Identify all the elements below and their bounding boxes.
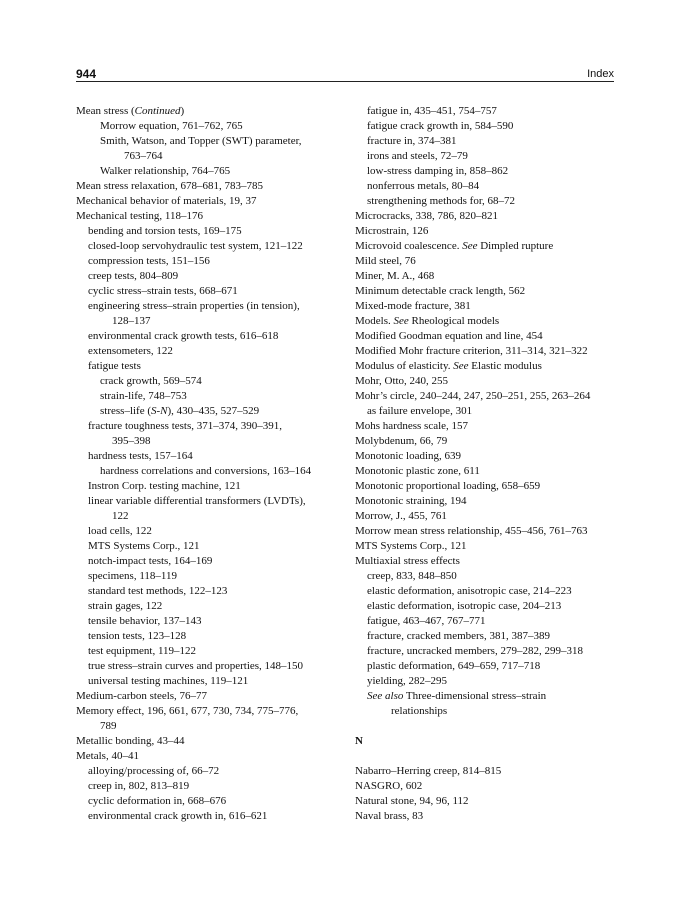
index-entry <box>76 584 342 599</box>
entry-text: 395–398 <box>112 435 151 447</box>
index-entry <box>76 749 342 764</box>
entry-text: Memory effect, 196, 661, 677, 730, 734, 775–776, <box>76 705 299 717</box>
entry-text: Nabarro–Herring creep, 814–815 <box>355 765 502 777</box>
entry-text: Miner, M. A., 468 <box>355 270 435 282</box>
entry-text: Medium-carbon steels, 76–77 <box>76 690 208 702</box>
entry-text: specimens, 118–119 <box>88 570 178 582</box>
entry-text: Mechanical behavior of materials, 19, 37 <box>76 195 257 207</box>
entry-text: true stress–strain curves and properties, 148–150 <box>88 660 304 672</box>
entry-text: fracture, uncracked members, 279–282, 299–318 <box>367 645 583 657</box>
entry-text: elastic deformation, isotropic case, 204–213 <box>367 600 562 612</box>
index-entry <box>355 149 621 164</box>
entry-text: fracture, cracked members, 381, 387–389 <box>367 630 550 642</box>
entry-text: extensometers, 122 <box>88 345 173 357</box>
entry-text: elastic deformation, anisotropic case, 214–223 <box>367 585 572 597</box>
index-entry <box>355 794 621 809</box>
index-entry <box>76 719 342 734</box>
index-entry <box>355 584 621 599</box>
entry-text: Natural stone, 94, 96, 112 <box>355 795 469 807</box>
entry-text: hardness tests, 157–164 <box>88 450 193 462</box>
entry-text: irons and steels, 72–79 <box>367 150 468 162</box>
index-entry <box>355 194 621 209</box>
entry-text: ) <box>180 105 185 117</box>
index-entry <box>76 569 342 584</box>
running-head: Index <box>587 68 614 80</box>
index-entry <box>355 119 621 134</box>
entry-text: environmental crack growth tests, 616–618 <box>88 330 279 342</box>
entry-text: fatigue tests <box>88 360 141 372</box>
entry-text: test equipment, 119–122 <box>88 645 197 657</box>
index-entry <box>76 644 342 659</box>
entry-text: fatigue in, 435–451, 754–757 <box>367 105 497 117</box>
index-entry <box>76 524 342 539</box>
index-entry <box>355 209 621 224</box>
entry-text: Microstrain, 126 <box>355 225 429 237</box>
index-entry <box>76 314 342 329</box>
index-entry <box>355 104 621 119</box>
entry-text: Mohs hardness scale, 157 <box>355 420 469 432</box>
page-header <box>76 67 614 82</box>
entry-text: Mean stress relaxation, 678–681, 783–785 <box>76 180 263 192</box>
entry-text: Models. <box>355 315 394 327</box>
entry-text: bending and torsion tests, 169–175 <box>88 225 242 237</box>
entry-text: 763–764 <box>124 150 163 162</box>
entry-text: cyclic stress–strain tests, 668–671 <box>88 285 238 297</box>
entry-text: Monotonic straining, 194 <box>355 495 467 507</box>
entry-text: fatigue crack growth in, 584–590 <box>367 120 514 132</box>
entry-text: tensile behavior, 137–143 <box>88 615 202 627</box>
index-entry <box>355 494 621 509</box>
index-entry <box>355 764 621 779</box>
index-entry <box>355 239 621 254</box>
entry-text: alloying/processing of, 66–72 <box>88 765 220 777</box>
index-entry <box>76 119 342 134</box>
index-entry <box>76 599 342 614</box>
index-entry <box>355 419 621 434</box>
entry-text: Walker relationship, 764–765 <box>100 165 231 177</box>
entry-text: Instron Corp. testing machine, 121 <box>88 480 241 492</box>
index-entry <box>76 494 342 509</box>
entry-text: Rheological models <box>408 315 500 327</box>
index-entry <box>355 224 621 239</box>
entry-text: creep in, 802, 813–819 <box>88 780 190 792</box>
entry-text: Mechanical testing, 118–176 <box>76 210 203 222</box>
entry-text: 128–137 <box>112 315 151 327</box>
index-entry <box>76 434 342 449</box>
index-column-right <box>355 104 621 824</box>
index-entry <box>76 209 342 224</box>
entry-text: Smith, Watson, and Topper (SWT) parameter, <box>100 135 302 147</box>
index-entry <box>355 359 621 374</box>
index-entry <box>355 704 621 719</box>
index-entry <box>355 509 621 524</box>
index-entry <box>355 434 621 449</box>
entry-italic-text: See <box>462 240 478 252</box>
index-section-letter <box>355 734 621 749</box>
entry-text: closed-loop servohydraulic test system, 121–122 <box>88 240 303 252</box>
index-entry <box>76 794 342 809</box>
index-entry <box>355 524 621 539</box>
entry-text: load cells, 122 <box>88 525 152 537</box>
entry-italic-text: S-N <box>151 405 168 417</box>
entry-italic-text: See also <box>367 690 404 702</box>
entry-text: low-stress damping in, 858–862 <box>367 165 509 177</box>
index-entry <box>355 809 621 824</box>
entry-text: Three-dimensional stress–strain <box>403 690 547 702</box>
index-entry <box>76 389 342 404</box>
entry-text: hardness correlations and conversions, 163–164 <box>100 465 312 477</box>
entry-text: Microcracks, 338, 786, 820–821 <box>355 210 498 222</box>
index-entry <box>355 674 621 689</box>
index-entry <box>76 419 342 434</box>
index-entry <box>76 659 342 674</box>
index-entry <box>355 554 621 569</box>
index-entry <box>76 764 342 779</box>
entry-text: Molybdenum, 66, 79 <box>355 435 448 447</box>
index-entry <box>76 134 342 149</box>
index-entry <box>76 464 342 479</box>
entry-text: Mohr’s circle, 240–244, 247, 250–251, 255, 263–264 <box>355 390 591 402</box>
index-entry <box>355 644 621 659</box>
index-entry <box>355 569 621 584</box>
entry-text: nonferrous metals, 80–84 <box>367 180 480 192</box>
index-entry <box>76 554 342 569</box>
entry-text: Elastic modulus <box>468 360 542 372</box>
entry-text: Modified Mohr fracture criterion, 311–314, 321–322 <box>355 345 588 357</box>
index-entry <box>76 809 342 824</box>
index-entry <box>76 254 342 269</box>
index-entry <box>355 779 621 794</box>
entry-text: ), 430–435, 527–529 <box>167 405 260 417</box>
entry-text: strain-life, 748–753 <box>100 390 187 402</box>
entry-text: 789 <box>100 720 117 732</box>
index-entry <box>355 179 621 194</box>
entry-text: Mild steel, 76 <box>355 255 416 267</box>
index-entry <box>355 689 621 704</box>
index-entry <box>355 254 621 269</box>
index-entry <box>76 179 342 194</box>
entry-text: Metallic bonding, 43–44 <box>76 735 185 747</box>
entry-text: Metals, 40–41 <box>76 750 139 762</box>
index-entry <box>76 404 342 419</box>
index-entry <box>355 449 621 464</box>
index-entry <box>76 164 342 179</box>
index-entry <box>76 344 342 359</box>
entry-text: Modulus of elasticity. <box>355 360 454 372</box>
index-entry <box>355 629 621 644</box>
entry-text: environmental crack growth in, 616–621 <box>88 810 268 822</box>
entry-text: fracture in, 374–381 <box>367 135 457 147</box>
index-entry <box>76 629 342 644</box>
entry-text: N <box>355 735 363 747</box>
index-entry <box>355 284 621 299</box>
index-entry <box>355 389 621 404</box>
index-entry <box>355 374 621 389</box>
index-entry <box>76 449 342 464</box>
entry-text: Naval brass, 83 <box>355 810 424 822</box>
entry-text: cyclic deformation in, 668–676 <box>88 795 227 807</box>
entry-text: strengthening methods for, 68–72 <box>367 195 516 207</box>
index-entry <box>355 314 621 329</box>
entry-text: universal testing machines, 119–121 <box>88 675 249 687</box>
index-entry <box>355 329 621 344</box>
index-entry <box>355 404 621 419</box>
entry-text: stress–life ( <box>100 405 152 417</box>
entry-text: relationships <box>391 705 448 717</box>
index-entry <box>355 599 621 614</box>
entry-text: yielding, 282–295 <box>367 675 448 687</box>
index-entry <box>76 149 342 164</box>
index-entry <box>76 509 342 524</box>
index-column-left <box>76 104 342 824</box>
entry-text: tension tests, 123–128 <box>88 630 187 642</box>
entry-italic-text: See <box>393 315 409 327</box>
entry-text: strain gages, 122 <box>88 600 163 612</box>
entry-text: Minimum detectable crack length, 562 <box>355 285 526 297</box>
entry-text: Morrow equation, 761–762, 765 <box>100 120 243 132</box>
entry-text: Monotonic proportional loading, 658–659 <box>355 480 541 492</box>
index-entry <box>355 134 621 149</box>
index-entry <box>76 704 342 719</box>
entry-text: notch-impact tests, 164–169 <box>88 555 213 567</box>
entry-text: MTS Systems Corp., 121 <box>355 540 467 552</box>
index-entry <box>355 464 621 479</box>
entry-text: plastic deformation, 649–659, 717–718 <box>367 660 541 672</box>
entry-text: Dimpled rupture <box>477 240 554 252</box>
index-entry <box>76 224 342 239</box>
index-entry <box>355 614 621 629</box>
entry-text: Monotonic plastic zone, 611 <box>355 465 480 477</box>
index-entry <box>76 614 342 629</box>
entry-text: Modified Goodman equation and line, 454 <box>355 330 543 342</box>
entry-text: standard test methods, 122–123 <box>88 585 228 597</box>
index-entry <box>76 104 342 119</box>
index-entry <box>76 539 342 554</box>
entry-text: Multiaxial stress effects <box>355 555 460 567</box>
entry-text: compression tests, 151–156 <box>88 255 210 267</box>
index-entry <box>76 689 342 704</box>
index-entry <box>355 539 621 554</box>
entry-text: linear variable differential transformers (LVDTs), <box>88 495 306 507</box>
entry-text: engineering stress–strain properties (in tension), <box>88 300 300 312</box>
index-entry <box>76 779 342 794</box>
entry-text: creep tests, 804–809 <box>88 270 179 282</box>
index-entry <box>355 659 621 674</box>
entry-text: Mean stress ( <box>76 105 135 117</box>
index-entry <box>76 479 342 494</box>
index-entry <box>355 164 621 179</box>
index-entry <box>355 269 621 284</box>
entry-text: Monotonic loading, 639 <box>355 450 462 462</box>
entry-text: 122 <box>112 510 129 522</box>
entry-text: MTS Systems Corp., 121 <box>88 540 200 552</box>
entry-text: creep, 833, 848–850 <box>367 570 457 582</box>
entry-text: Mohr, Otto, 240, 255 <box>355 375 449 387</box>
index-entry <box>76 374 342 389</box>
index-entry <box>76 734 342 749</box>
entry-text: Morrow mean stress relationship, 455–456, 761–763 <box>355 525 588 537</box>
entry-text: as failure envelope, 301 <box>367 405 473 417</box>
page-number: 944 <box>76 67 97 81</box>
index-entry <box>76 329 342 344</box>
index-entry <box>355 299 621 314</box>
entry-text: Mixed-mode fracture, 381 <box>355 300 471 312</box>
entry-italic-text: See <box>453 360 469 372</box>
index-entry <box>76 269 342 284</box>
entry-text: fatigue, 463–467, 767–771 <box>367 615 486 627</box>
entry-text: crack growth, 569–574 <box>100 375 202 387</box>
index-entry <box>76 299 342 314</box>
entry-text: Morrow, J., 455, 761 <box>355 510 447 522</box>
index-entry <box>355 344 621 359</box>
entry-text: Microvoid coalescence. <box>355 240 463 252</box>
index-entry <box>76 674 342 689</box>
index-entry <box>76 194 342 209</box>
index-entry <box>76 284 342 299</box>
entry-text: NASGRO, 602 <box>355 780 423 792</box>
index-entry <box>76 239 342 254</box>
index-entry <box>355 479 621 494</box>
entry-text: fracture toughness tests, 371–374, 390–391, <box>88 420 282 432</box>
entry-italic-text: Continued <box>134 105 181 117</box>
index-entry <box>76 359 342 374</box>
